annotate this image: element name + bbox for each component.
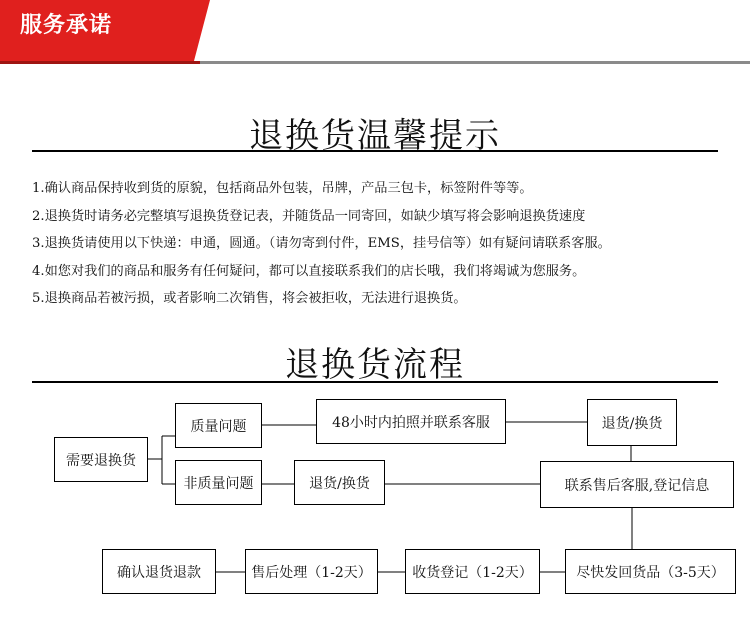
quality-issue-box: 质量问题 (175, 403, 262, 448)
return-exchange-box-mid: 退货/换货 (294, 460, 385, 505)
photo-contact-box: 48小时内拍照并联系客服 (316, 399, 506, 444)
tips-item: 5.退换商品若被污损，或者影响二次销售，将会被拒收，无法进行退换货。 (32, 291, 467, 306)
tips-item: 1.确认商品保持收到货的原貌，包括商品外包装，吊牌，产品三包卡，标签附件等等。 (32, 181, 533, 196)
contact-service-box: 联系售后客服,登记信息 (540, 461, 734, 508)
tips-item: 2.退换货时请务必完整填写退换货登记表，并随货品一同寄回，如缺少填写将会影响退换货速度 (32, 208, 586, 224)
ship-back-box: 尽快发回货品（3-5天） (565, 549, 736, 594)
confirm-refund-box: 确认退货退款 (102, 549, 216, 594)
non-quality-issue-box: 非质量问题 (175, 460, 262, 505)
tips-item: 3.退换货请使用以下快递：申通，圆通。（请勿寄到付件，EMS，挂号信等）如有疑问请联系客服。 (32, 236, 611, 251)
return-exchange-box-top: 退货/换货 (587, 399, 677, 446)
need-return-box: 需要退换货 (54, 437, 148, 482)
banner-label: 服务承诺 (19, 13, 112, 38)
flow-title: 退换货流程 (285, 345, 465, 385)
tips-item: 4.如您对我们的商品和服务有任何疑问，都可以直接联系我们的店长哦，我们将竭诚为您服务。 (32, 263, 586, 279)
tips-title: 退换货温馨提示 (249, 116, 501, 156)
receive-register-box: 收货登记（1-2天） (405, 549, 540, 594)
after-sales-box: 售后处理（1-2天） (245, 549, 378, 594)
